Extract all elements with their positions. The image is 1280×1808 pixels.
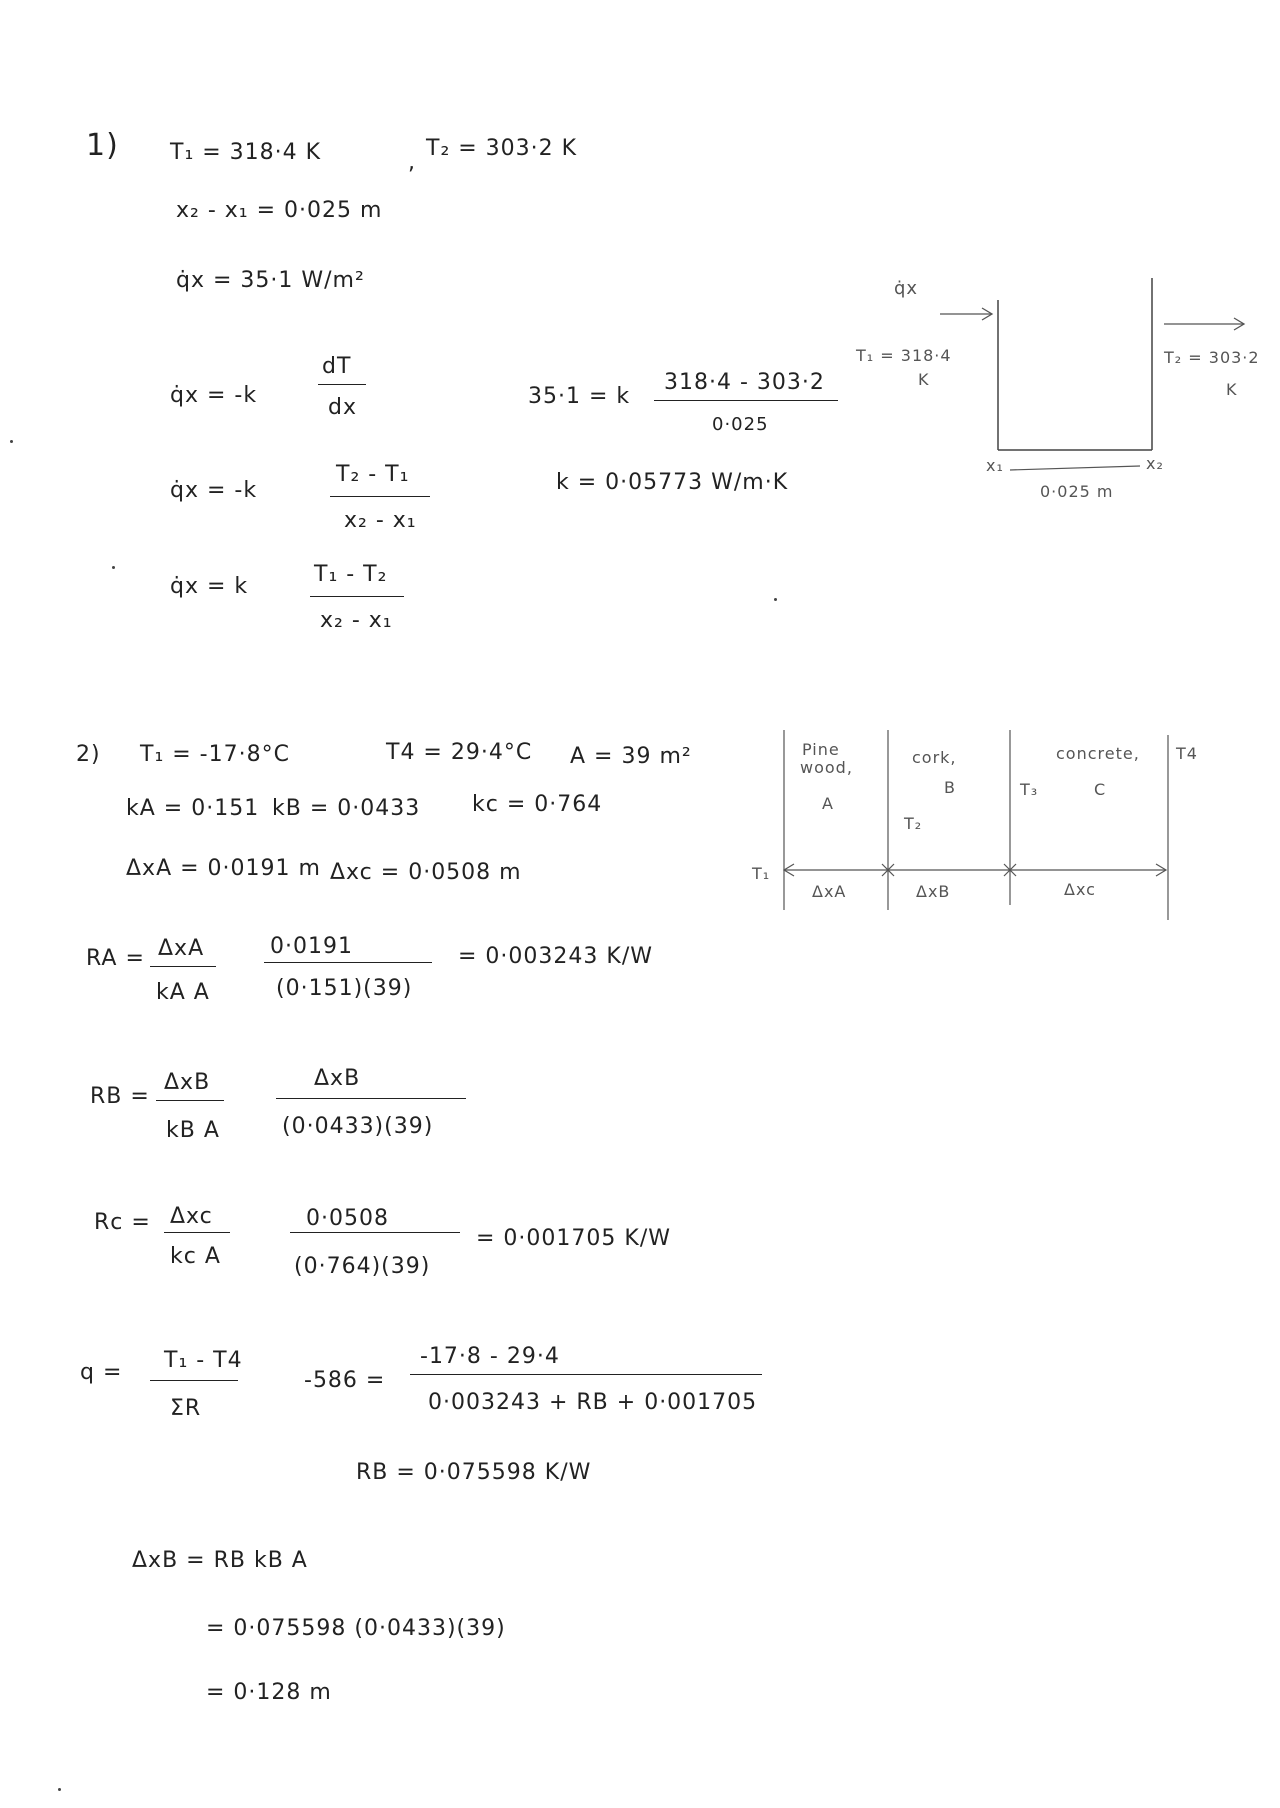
p2-rb-fraction-bar <box>156 1100 224 1101</box>
p2-diagram-cork-label: cork, <box>912 748 957 767</box>
p1-eq1-numerator: dT <box>322 354 352 379</box>
p1-substitution-fraction-bar <box>654 400 838 401</box>
p1-heat-flux-given: q̇x = 35·1 W/m² <box>176 268 365 293</box>
p2-rb-fraction-bar-value <box>276 1098 466 1099</box>
p2-ra-denominator-value: (0·151)(39) <box>276 976 413 1001</box>
p2-t4-given: T4 = 29·4°C <box>386 740 533 765</box>
scan-speck <box>774 598 777 601</box>
problem-2-number: 2) <box>76 742 101 767</box>
p2-diagram-dxb-label: ΔxB <box>916 882 951 901</box>
p1-diagram-x2-label: x₂ <box>1146 454 1164 473</box>
scan-speck <box>10 440 13 443</box>
scan-speck <box>112 566 115 569</box>
p2-dxb-result: = 0·128 m <box>206 1680 332 1705</box>
p2-rc-result: = 0·001705 K/W <box>476 1226 671 1251</box>
p2-rc-denominator: kc A <box>170 1244 221 1269</box>
p2-rb-denominator: kB A <box>166 1118 220 1143</box>
p1-eq2-fraction-bar <box>330 496 430 497</box>
p1-diagram-t2-label: T₂ = 303·2 <box>1164 348 1260 367</box>
p2-q-numerator-value: -17·8 - 29·4 <box>420 1344 560 1369</box>
p1-diagram-x1-label: x₁ <box>986 456 1004 475</box>
p1-k-result: k = 0·05773 W/m·K <box>556 470 789 495</box>
p2-q-numerator: T₁ - T4 <box>164 1348 243 1373</box>
p1-substitution-lhs: 35·1 = k <box>528 384 631 409</box>
p2-rb-lhs: RB = <box>90 1084 150 1109</box>
p1-diagram-heat-flux-label: q̇x <box>894 278 919 299</box>
p2-rc-fraction-bar-value <box>290 1232 460 1233</box>
p1-eq3-denominator: x₂ - x₁ <box>320 608 393 633</box>
p1-substitution-numerator: 318·4 - 303·2 <box>664 370 825 395</box>
p2-rb-numerator: ΔxB <box>164 1070 211 1095</box>
p2-ra-result: = 0·003243 K/W <box>458 944 653 969</box>
p2-ra-numerator-value: 0·0191 <box>270 934 353 959</box>
p1-eq2-lhs: q̇x = -k <box>170 478 258 503</box>
p2-rc-denominator-value: (0·764)(39) <box>294 1254 431 1279</box>
p2-diagram-t1-label: T₁ <box>752 864 771 883</box>
p1-eq1-lhs: q̇x = -k <box>170 383 258 408</box>
p2-dxc-given: Δxc = 0·0508 m <box>330 860 522 885</box>
p2-q-fraction-bar-value <box>410 1374 762 1375</box>
p2-diagram-b-label: B <box>944 778 956 797</box>
p1-substitution-denominator: 0·025 <box>712 414 769 435</box>
p2-area-given: A = 39 m² <box>570 744 692 769</box>
p2-rc-fraction-bar <box>164 1232 230 1233</box>
p2-rc-numerator-value: 0·0508 <box>306 1206 389 1231</box>
p1-eq1-fraction-bar <box>318 384 366 385</box>
p2-rc-numerator: Δxc <box>170 1204 213 1229</box>
p2-diagram-t3-label: T₃ <box>1020 780 1039 799</box>
p1-t1-given: T₁ = 318·4 K <box>170 140 322 165</box>
p2-ra-fraction-bar <box>150 966 216 967</box>
p1-diagram-thickness-label: 0·025 m <box>1040 482 1114 501</box>
p1-diagram-t2-unit: K <box>1226 380 1238 399</box>
p2-q-denominator-value: 0·003243 + RB + 0·001705 <box>428 1390 758 1415</box>
p1-eq1-denominator: dx <box>328 395 357 420</box>
p1-eq3-fraction-bar <box>310 596 404 597</box>
p2-q-lhs: q = <box>80 1360 123 1385</box>
p1-eq3-numerator: T₁ - T₂ <box>314 562 388 587</box>
p2-kb-given: kB = 0·0433 <box>272 796 421 821</box>
p1-diagram-t1-unit: K <box>918 370 930 389</box>
scan-speck <box>58 1788 61 1791</box>
p2-diagram-t2-label: T₂ <box>904 814 923 833</box>
p2-diagram-a-label: A <box>822 794 834 813</box>
p1-t2-given: T₂ = 303·2 K <box>426 136 578 161</box>
p2-ra-fraction-bar-value <box>264 962 432 963</box>
p2-ra-lhs: RA = <box>86 946 145 971</box>
p1-eq2-denominator: x₂ - x₁ <box>344 508 417 533</box>
p2-diagram-wood-label: wood, <box>800 758 853 777</box>
problem-1-number: 1) <box>86 128 119 163</box>
p1-thickness-given: x₂ - x₁ = 0·025 m <box>176 198 383 223</box>
p2-diagram-c-label: C <box>1094 780 1107 799</box>
p2-diagram-dxc-label: Δxc <box>1064 880 1096 899</box>
p1-diagram-t1-label: T₁ = 318·4 <box>856 346 952 365</box>
p2-rc-lhs: Rc = <box>94 1210 151 1235</box>
p2-q-fraction-bar <box>150 1380 238 1381</box>
p2-ra-denominator: kA A <box>156 980 210 1005</box>
p2-diagram-t4-label: T4 <box>1176 744 1198 763</box>
p2-ra-numerator: ΔxA <box>158 936 205 961</box>
p2-q-value: -586 = <box>304 1368 386 1393</box>
p2-dxb-substitution: = 0·075598 (0·0433)(39) <box>206 1616 506 1641</box>
p2-diagram-dxa-label: ΔxA <box>812 882 847 901</box>
p2-rb-result: RB = 0·075598 K/W <box>356 1460 592 1485</box>
p1-eq3-lhs: q̇x = k <box>170 574 249 599</box>
p2-diagram-concrete-label: concrete, <box>1056 744 1140 763</box>
p2-rb-denominator-value: (0·0433)(39) <box>282 1114 434 1139</box>
p2-diagram-pine-label: Pine <box>802 740 840 759</box>
p2-dxb-formula: ΔxB = RB kB A <box>132 1548 308 1573</box>
p2-ka-given: kA = 0·151 <box>126 796 260 821</box>
p2-kc-given: kc = 0·764 <box>472 792 603 817</box>
p2-rb-numerator-value: ΔxB <box>314 1066 361 1091</box>
p2-q-denominator: ΣR <box>170 1396 202 1421</box>
p2-t1-given: T₁ = -17·8°C <box>140 742 290 767</box>
p1-eq2-numerator: T₂ - T₁ <box>336 462 410 487</box>
p2-dxa-given: ΔxA = 0·0191 m <box>126 856 321 881</box>
p1-comma: , <box>408 150 416 175</box>
